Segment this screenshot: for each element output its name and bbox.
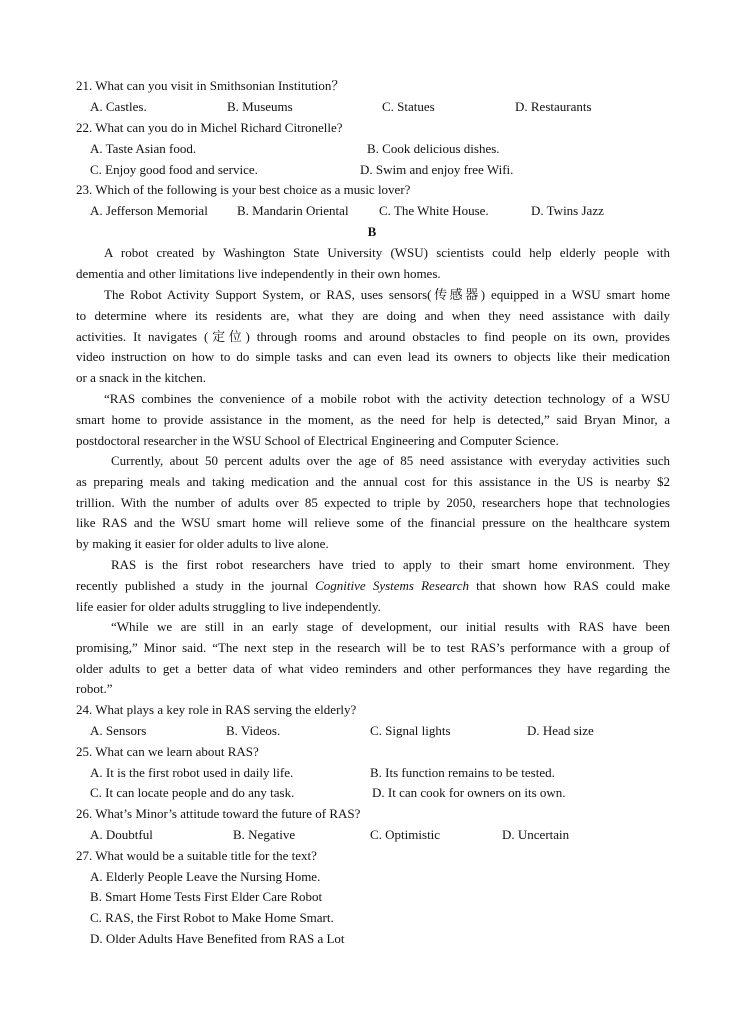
q22-option-c: C. Enjoy good food and service. <box>90 162 258 177</box>
q27-option-a: A. Elderly People Leave the Nursing Home. <box>90 869 321 884</box>
passage-paragraph-5 <box>76 555 670 617</box>
p5-line-2-pre: recently published a study in the journal <box>76 577 316 593</box>
question-24-stem: 24. What plays a key role in RAS serving the elderly? <box>76 702 357 717</box>
q23-option-a: A. Jefferson Memorial <box>90 203 208 218</box>
q27-option-c: C. RAS, the First Robot to Make Home Smart. <box>90 910 334 925</box>
q23-option-d: D. Twins Jazz <box>531 203 604 218</box>
p6-line-2: promising,” Minor said. “The next step in the research will be to test RAS’s performance with a group of <box>76 639 670 655</box>
p1-line-1: A robot created by Washington State University (WSU) scientists could help elderly people with <box>104 245 670 260</box>
p2-line-1: The Robot Activity Support System, or RAS, uses sensors(传感器) equipped in a WSU smart home <box>104 287 670 302</box>
passage-paragraph-6 <box>76 617 670 700</box>
q23-option-b: B. Mandarin Oriental <box>237 203 349 218</box>
passage-paragraph-2 <box>76 285 670 389</box>
question-22-stem: 22. What can you do in Michel Richard Citronelle? <box>76 120 343 135</box>
p5-line-2-post: that shown how RAS could make <box>469 577 670 593</box>
q25-option-d: D. It can cook for owners on its own. <box>372 785 566 800</box>
p6-line-4: robot.” <box>76 681 113 697</box>
question-27-stem: 27. What would be a suitable title for the text? <box>76 848 317 863</box>
question-23-options <box>90 201 670 222</box>
p6-line-1: “While we are still in an early stage of development, our initial results with RAS have been <box>111 619 670 634</box>
q21-option-d: D. Restaurants <box>515 99 592 114</box>
q27-option-b: B. Smart Home Tests First Elder Care Robot <box>90 889 323 904</box>
q26-option-c: C. Optimistic <box>370 827 441 842</box>
question-25-options-row2 <box>90 783 670 804</box>
question-26-stem: 26. What’s Minor’s attitude toward the future of RAS? <box>76 806 361 821</box>
q24-option-a: A. Sensors <box>90 723 147 738</box>
q25-option-b: B. Its function remains to be tested. <box>370 765 555 780</box>
section-heading-b: B <box>367 224 377 239</box>
p2-line-5: or a snack in the kitchen. <box>76 370 206 386</box>
question-21-stem: 21. What can you visit in Smithsonian Institution？ <box>76 78 345 93</box>
p2-line-2: to determine where its residents are, what they are doing and when they need assistance with daily <box>76 307 670 323</box>
question-26-options <box>90 825 670 846</box>
q25-option-a: A. It is the first robot used in daily life. <box>90 765 294 780</box>
q27-option-d: D. Older Adults Have Benefited from RAS a Lot <box>90 931 345 946</box>
p3-line-1: “RAS combines the convenience of a mobile robot with the activity detection technology of a WSU <box>104 391 670 406</box>
p4-line-3: trillion. With the number of adults over 85 expected to triple by 2050, researchers hope that technologies <box>76 494 670 510</box>
p4-line-2: as preparing meals and taking medication and the annual cost for this assistance in the US is nearby $2 <box>76 473 670 489</box>
passage-paragraph-3 <box>76 389 670 451</box>
p4-line-5: by making it easier for older adults to live alone. <box>76 536 329 552</box>
question-21-options <box>90 97 670 118</box>
question-22-options-row1 <box>90 139 670 160</box>
p3-line-3: postdoctoral researcher in the WSU School of Electrical Engineering and Computer Science. <box>76 432 559 448</box>
q25-option-c: C. It can locate people and do any task. <box>90 785 295 800</box>
question-25-options-row1 <box>90 763 670 784</box>
p4-line-1: Currently, about 50 percent adults over the age of 85 need assistance with everyday activities such <box>111 453 670 468</box>
q24-option-c: C. Signal lights <box>370 723 451 738</box>
p4-line-4: like RAS and the WSU smart home will relieve some of the financial pressure on the healthcare system <box>76 515 670 531</box>
p1-line-2: dementia and other limitations live independently in their own homes. <box>76 265 441 281</box>
q26-option-b: B. Negative <box>233 827 296 842</box>
q21-option-c: C. Statues <box>382 99 435 114</box>
p5-line-2 <box>76 576 670 597</box>
q26-option-d: D. Uncertain <box>502 827 570 842</box>
p2-line-3: activities. It navigates (定位) through rooms and around obstacles to find people on its own, provides <box>76 328 670 344</box>
q21-option-b: B. Museums <box>227 99 293 114</box>
p2-line-4: video instruction on how to do simple tasks and can even lead its owners to objects like their medication <box>76 349 670 365</box>
question-23-stem: 23. Which of the following is your best choice as a music lover? <box>76 182 411 197</box>
q23-option-c: C. The White House. <box>379 203 489 218</box>
q24-option-d: D. Head size <box>527 723 594 738</box>
q22-option-b: B. Cook delicious dishes. <box>367 141 500 156</box>
q22-option-a: A. Taste Asian food. <box>90 141 197 156</box>
p3-line-2: smart home to provide assistance in the moment, as the need for help is detected,” said Bryan Minor, a <box>76 411 670 427</box>
question-22-options-row2 <box>90 160 670 181</box>
passage-paragraph-4 <box>76 451 670 555</box>
q21-option-a: A. Castles. <box>90 99 147 114</box>
journal-title: Cognitive Systems Research <box>315 577 470 593</box>
q22-option-d: D. Swim and enjoy free Wifi. <box>360 162 514 177</box>
p5-line-1: RAS is the first robot researchers have tried to apply to their smart home environment. They <box>111 557 670 572</box>
question-24-options <box>90 721 670 742</box>
q24-option-b: B. Videos. <box>226 723 281 738</box>
q26-option-a: A. Doubtful <box>90 827 153 842</box>
question-25-stem: 25. What can we learn about RAS? <box>76 744 259 759</box>
passage-paragraph-1 <box>76 243 670 285</box>
p5-line-3: life easier for older adults struggling to live independently. <box>76 598 381 614</box>
p6-line-3: older adults to get a better data of what video reminders and other performances they have regarding the <box>76 660 670 676</box>
